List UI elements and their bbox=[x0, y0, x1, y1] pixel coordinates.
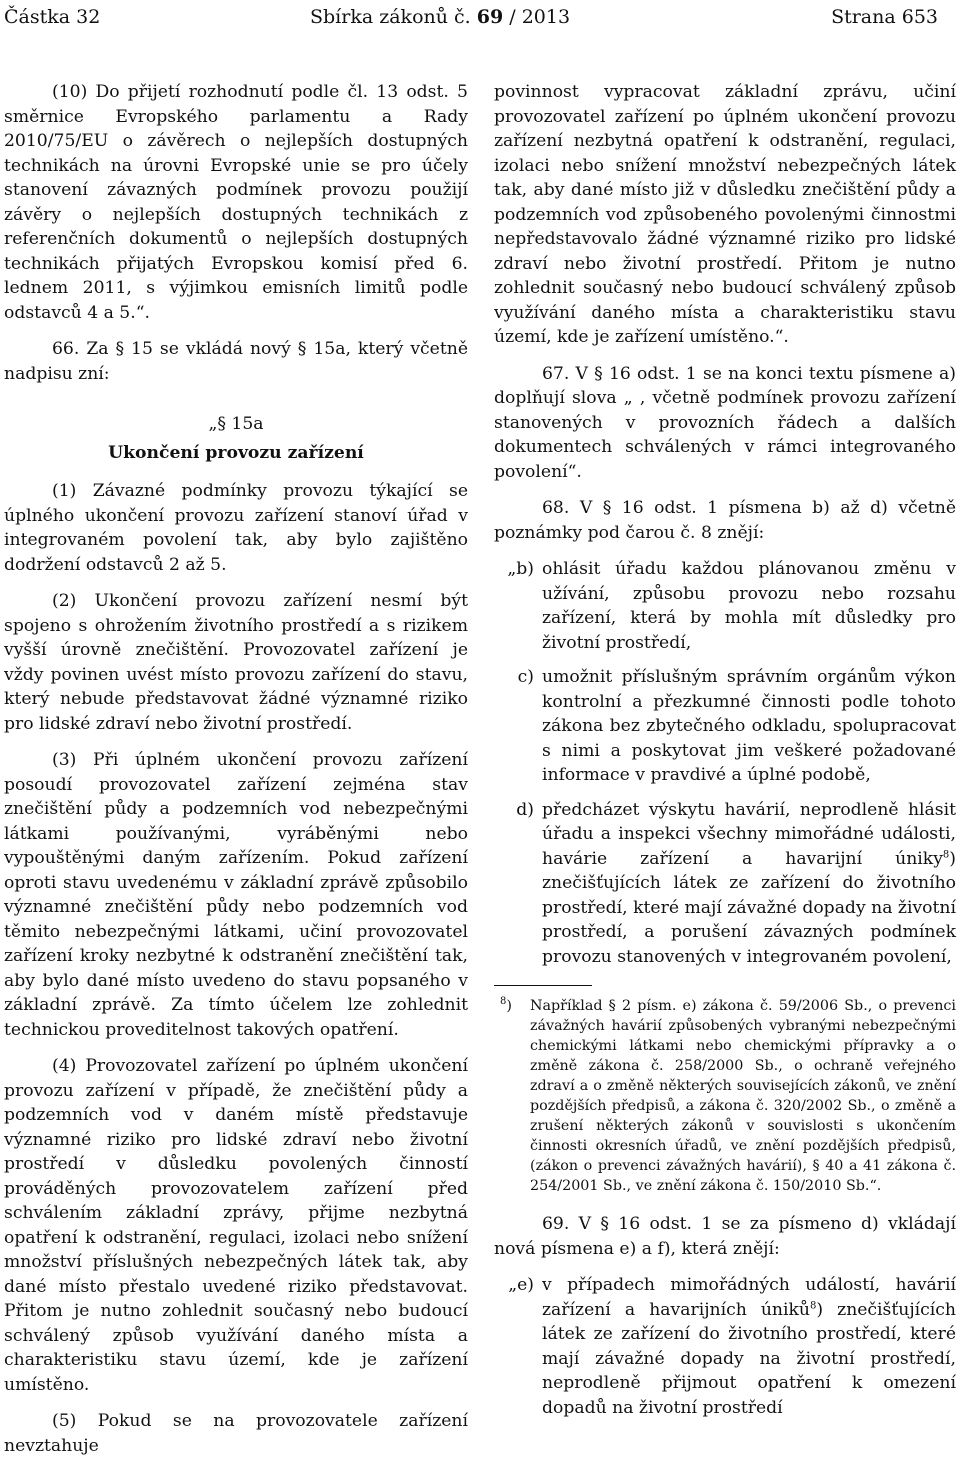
list-item-text-after: ) znečišťujících látek ze zařízení do životního prostředí, které mají závažné dopady na životní prostředí, a porušení závazných podmínek provozu stanovených v integrovaném povolení, bbox=[542, 848, 956, 967]
subsection-5: (5) Pokud se na provozovatele zařízení nevztahuje bbox=[4, 1411, 468, 1456]
header-collection bbox=[310, 6, 570, 28]
footnote-number: 8 bbox=[500, 996, 507, 1008]
header-part: Částka 32 bbox=[4, 6, 101, 28]
point-67: 67. V § 16 odst. 1 se na konci textu písmene a) doplňují slova „ , včetně podmínek provozu zařízení stanovených v provozních řádech a dalších dokumentech schválených v rámci integrovaného povolení“. bbox=[494, 363, 956, 482]
list-item-label: „b) bbox=[507, 559, 534, 579]
continuation-paragraph: povinnost vypracovat základní zprávu, učiní provozovatel zařízení po úplném ukončení provozu zařízení nezbytná opatření k odstranění, regulaci, izolaci nebo snížení množství nebezpečných látek tak, aby dané místo již v důsledku znečištění půdy a podzemních vod způsobeného povolenými činnostmi nepředstavovalo žádné významné riziko pro lidské zdraví nebo životní prostředí. Přitom je nutno zohlednit současný nebo budoucí schválený způsob využívání daného místa a charakteristiku stavu území, kde je zařízení umístěno.“. bbox=[494, 82, 956, 347]
section-title: Ukončení provozu zařízení bbox=[108, 442, 364, 463]
list-item-b bbox=[494, 557, 956, 655]
header-page-number: Strana 653 bbox=[831, 6, 938, 28]
point-69: 69. V § 16 odst. 1 se za písmeno d) vkládají nová písmena e) a f), která znějí: bbox=[494, 1214, 956, 1259]
page-header bbox=[0, 4, 960, 34]
footnote bbox=[494, 996, 956, 1196]
list-item-text-after: ) znečišťujících látek ze zařízení do životního prostředí, které mají závažné dopady na životní prostředí, neprodleně přijmout opatření k omezení dopadů na životní prostředí bbox=[542, 1299, 956, 1418]
list-item-label: c) bbox=[517, 667, 534, 687]
list-item-e bbox=[494, 1273, 956, 1420]
subsection-2: (2) Ukončení provozu zařízení nesmí být spojeno s ohrožením životního prostředí a s rizikem vyšší úrovně znečištění. Provozovatel zařízení je vždy povinen uvést místo provozu zařízení do stavu, který nebude představovat žádné významné riziko pro lidské zdraví nebo životní prostředí. bbox=[4, 591, 468, 734]
header-collection-number: 69 bbox=[476, 6, 504, 28]
footnote-divider bbox=[494, 985, 592, 986]
list-item-text bbox=[542, 1273, 956, 1420]
list-item-c bbox=[494, 665, 956, 788]
subsection-3: (3) Při úplném ukončení provozu zařízení posoudí provozovatel zařízení zejména stav znečištění půdy a podzemních vod nebezpečnými látkami používanými, vyráběnými nebo vypouštěnými daným zařízením. Pokud zařízení oproti stavu uvedenému v základní zprávě způsobilo významné znečištění půdy nebo podzemních vod těmito nebezpečnými látkami, učiní provozovatel zařízení kroky nezbytné k odstranění znečištění tak, aby bylo dané místo uvedeno do stavu popsaného v základní zprávě. Za tímto účelem lze zohlednit technickou proveditelnost takových opatření. bbox=[4, 750, 468, 1040]
footnote-reference: 8 bbox=[942, 848, 950, 860]
footnote-text: Například § 2 písm. e) zákona č. 59/2006 Sb., o prevenci závažných havárií způsobených vybranými nebezpečnými chemickými látkami nebo chemickými přípravky a o změně zákona č. 258/2000 Sb., o ochraně veřejného zdraví a o změně některých souvisejících zákonů, ve znění pozdějších předpisů, a zákona č. 320/2002 Sb., o změně a zrušení některých zákonů v souvislosti s ukončením činnosti okresních úřadů, ve znění pozdějších předpisů, (zákon o prevenci závažných havárií), § 40 a 41 zákona č. 254/2001 Sb., ve znění zákona č. 150/2010 Sb.“. bbox=[530, 998, 956, 1194]
footnote-label: $^8$) bbox=[500, 996, 512, 1014]
section-label: „§ 15a bbox=[208, 414, 264, 434]
footnote-reference: 8 bbox=[809, 1299, 817, 1311]
list-item-label: d) bbox=[516, 799, 534, 820]
list-item-label: „e) bbox=[508, 1275, 534, 1295]
list-item-text-before: předcházet výskytu havárií, neprodleně hlásit úřadu a inspekci všechny mimořádné události, havárie zařízení a havarijní úniky bbox=[542, 799, 956, 869]
list-item-d bbox=[494, 798, 956, 970]
subsection-1: (1) Závazné podmínky provozu týkající se úplného ukončení provozu zařízení stanoví úřad v integrovaném povolení tak, aby bylo zajištěno dodržení odstavců 2 až 5. bbox=[4, 481, 468, 575]
subsection-4: (4) Provozovatel zařízení po úplném ukončení provozu zařízení v případě, že znečištění půdy a podzemních vod v daném místě představuje významné riziko pro lidské zdraví nebo životní prostředí v důsledku povolených činností prováděných provozovatelem zařízení před schválením základní zprávy, přijme nezbytná opatření k odstranění, regulaci, izolaci nebo snížení množství příslušných nebezpečných látek tak, aby dané místo přestalo uvedené riziko představovat. Přitom je nutno zohlednit současný nebo budoucí schválený způsob využívání daného místa a charakteristiku stavu území, kde je zařízení umístěno. bbox=[4, 1056, 468, 1395]
list-item-text bbox=[542, 798, 956, 970]
point-68: 68. V § 16 odst. 1 písmena b) až d) včetně poznámky pod čarou č. 8 znějí: bbox=[494, 498, 956, 543]
header-collection-prefix: Sbírka zákonů č. bbox=[310, 6, 471, 28]
list-item-text-before: v případech mimořádných událostí, havárií zařízení a havarijních úniků bbox=[542, 1275, 956, 1320]
left-column bbox=[4, 80, 468, 1470]
list-item-text: ohlásit úřadu každou plánovanou změnu v užívání, způsobu provozu nebo rozsahu zařízení, která by mohla mít důsledky pro životní prostředí, bbox=[542, 559, 956, 653]
paragraph-10: (10) Do přijetí rozhodnutí podle čl. 13 odst. 5 směrnice Evropského parlamentu a Rady 2010/75/EU o závěrech o nejlepších dostupných technikách na úrovni Evropské unie se pro účely stanovení závazných podmínek provozu použijí závěry o nejlepších dostupných technikách z referenčních dokumentů o nejlepších dostupných technikách přijatých Evropskou komisí před 6. lednem 2011, s výjimkou emisních limitů podle odstavců 4 a 5.“. bbox=[4, 82, 468, 323]
header-collection-year: / 2013 bbox=[509, 6, 571, 28]
point-66: 66. Za § 15 se vkládá nový § 15a, který včetně nadpisu zní: bbox=[4, 339, 468, 384]
right-column bbox=[494, 80, 956, 1430]
list-item-text: umožnit příslušným správním orgánům výkon kontrolní a přezkumné činnosti podle tohoto zákona bez zbytečného odkladu, spolupracovat s nimi a poskytovat jim veškeré požadované informace v pravdivé a úplné podobě, bbox=[542, 667, 956, 785]
